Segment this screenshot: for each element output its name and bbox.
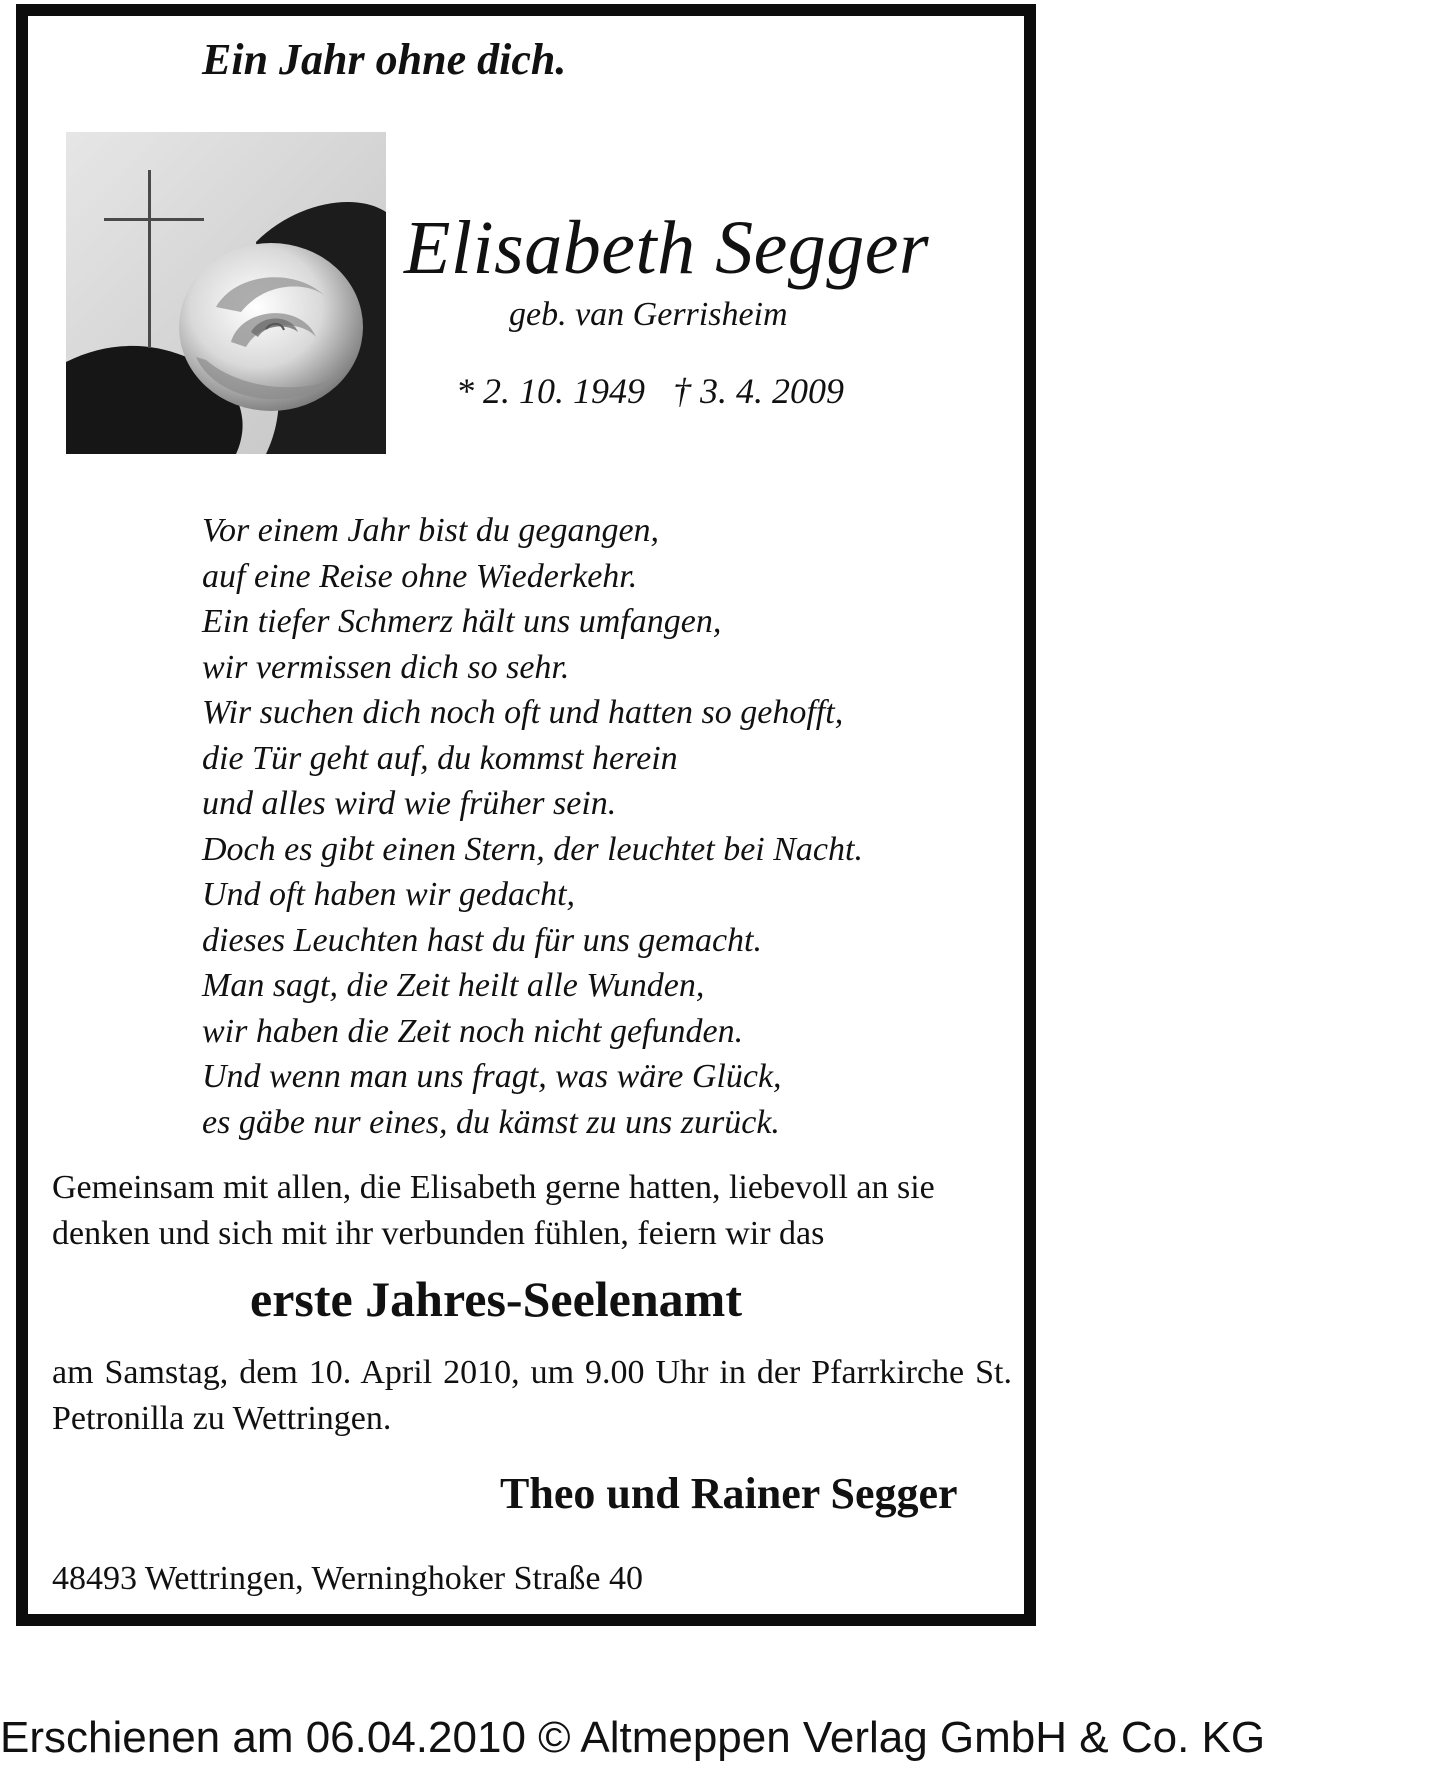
- poem-line: wir haben die Zeit noch nicht gefunden.: [202, 1012, 744, 1050]
- birth-date: * 2. 10. 1949: [456, 371, 645, 411]
- poem-line: Vor einem Jahr bist du gegangen,: [202, 512, 660, 549]
- cross-and-rose-image: [66, 132, 386, 454]
- death-date: † 3. 4. 2009: [673, 371, 844, 411]
- event-title: erste Jahres-Seelenamt: [250, 1271, 742, 1327]
- poem-line: Doch es gibt einen Stern, der leuchtet bei Nacht.: [202, 830, 863, 868]
- address: 48493 Wettringen, Werninghoker Straße 40: [52, 1560, 643, 1597]
- poem-line: Und oft haben wir gedacht,: [202, 876, 576, 913]
- poem-line: die Tür geht auf, du kommst herein: [202, 739, 678, 777]
- event-details: am Samstag, dem 10. April 2010, um 9.00 Uhr in der Pfarrkirche St. Petronilla zu Wettringen.: [52, 1354, 1012, 1437]
- notice-headline: Ein Jahr ohne dich.: [202, 35, 567, 84]
- poem-line: Man sagt, die Zeit heilt alle Wunden,: [202, 967, 705, 1004]
- birth-name: geb. van Gerrisheim: [509, 296, 788, 333]
- poem-line: und alles wird wie früher sein.: [202, 785, 617, 822]
- deceased-name: Elisabeth Segger: [404, 206, 930, 290]
- poem-line: es gäbe nur eines, du kämst zu uns zurück.: [202, 1103, 780, 1141]
- life-dates: [456, 370, 844, 412]
- publication-line: Erschienen am 06.04.2010 © Altmeppen Verlag GmbH & Co. KG: [0, 1713, 1266, 1762]
- signature: Theo und Rainer Segger: [500, 1469, 958, 1518]
- poem-line: Und wenn man uns fragt, was wäre Glück,: [202, 1058, 782, 1095]
- poem-line: wir vermissen dich so sehr.: [202, 648, 570, 686]
- poem-line: Wir suchen dich noch oft und hatten so gehofft,: [202, 694, 844, 731]
- memorial-poem: [202, 508, 863, 1145]
- cross-rose-icon: [66, 132, 386, 454]
- poem-line: auf eine Reise ohne Wiederkehr.: [202, 557, 638, 595]
- poem-line: dieses Leuchten hast du für uns gemacht.: [202, 921, 762, 959]
- intro-text: Gemeinsam mit allen, die Elisabeth gerne hatten, liebevoll an sie denken und sich mit ihr verbunden fühlen, feiern wir das: [52, 1169, 935, 1252]
- poem-line: Ein tiefer Schmerz hält uns umfangen,: [202, 603, 722, 640]
